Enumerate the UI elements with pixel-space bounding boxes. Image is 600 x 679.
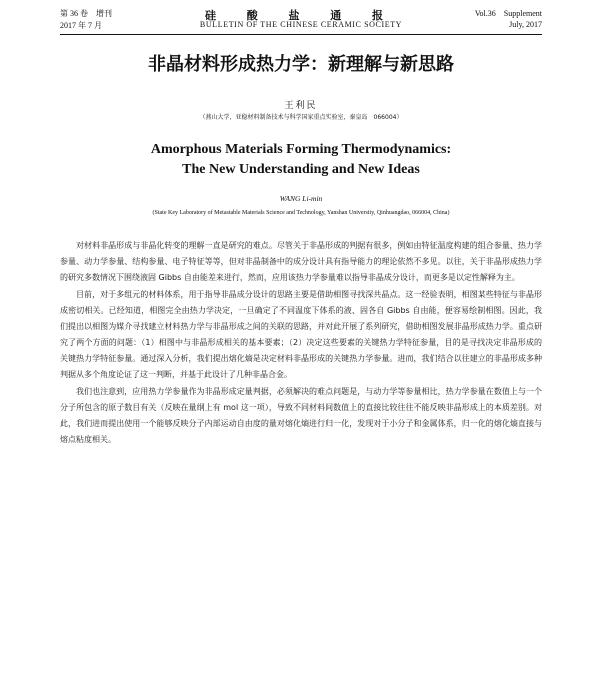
header-volume-cn: 第 36 卷 增刊 [60,9,112,18]
header-date-en: July, 2017 [509,20,542,29]
paragraph-1: 对材料非晶形成与非晶化转变的理解一直是研究的难点。尽管关于非晶形成的判据有很多，例如由特征温度构建的组合参量、热力学参量、动力学参量、结构参量、电子特征等等，但对非晶制备中的成分设计具有指导能力的理论依然不多见。以往，关于非晶形成热力学的研究多数情况下围绕液固 Gibbs 自由能差来进行，然而，应用该热力学参量难以指导非晶成分设计，而更多是以定性解释为主。 [60,241,542,282]
header-rule [60,34,542,35]
header-date-cn: 2017 年 7 月 [60,21,102,30]
title-cn: 非晶材料形成热力学：新理解与新思路 [148,54,454,75]
affiliation-en: (State Key Laboratory of Metastable Materials Science and Technology, Yanshan University, Qinhuangdao, 066004, China) [152,210,450,216]
paragraph-2: 目前，对于多组元的材料体系，用于指导非晶成分设计的思路主要是借助相图寻找深共晶点。这一经验表明，相图某些特征与非晶形成密切相关。已经知道，相图完全由热力学决定，一旦确定了不同温度下体系的液、固各自 Gibbs 自由能，便容易绘制相图。因此，我们提出以相图为媒介寻找建立材料热力学与非晶形成之间的关联的思路，并对此开展了系列研究，借助相图发展非晶形成热力学。重点研究了两个方面的问题：（1）相图中与非晶形成相关的基本要素；（2）决定这些要素的关键热力学特征参量，目的是寻找决定非晶形成的关键热力学特征参量。通过深入分析，我们提出熔化熵是决定材料非晶形成的关键热力学参量。进而，我们结合以往建立的非晶形成多种判据从多个角度论证了这一判断，并基于此设计了几种非晶合金。 [60,290,542,379]
author-en: WANG Li-min [279,194,323,203]
paragraph-3: 我们也注意到，应用热力学参量作为非晶形成定量判据，必须解决的难点问题是，与动力学等参量相比，热力学参量在数值上与一个分子所包含的原子数目有关（反映在量纲上有 mol 这一项），导致不同材料间数值上的直接比较往往不能反映非晶形成上的本质差别。对此，我们进而提出使用一个能够反映分子内部运动自由度的量对熔化熵进行归一化，发现对于小分子和金属体系，归一化的熔化熵直接与熔点粘度相关。 [60,387,542,444]
header-volume-en: Vol.36 Supplement [474,9,542,18]
header-journal-cn: 硅 酸 盐 通 报 [205,10,397,22]
running-header [60,8,542,34]
body-text [60,238,542,449]
affiliation-cn: （燕山大学，亚稳材料制备技术与科学国家重点实验室，秦皇岛 066004） [199,114,403,121]
title-en-line1: Amorphous Materials Forming Thermodynamics: [150,142,452,157]
author-cn: 王利民 [284,101,318,111]
title-en [60,140,542,180]
title-en-line2: The New Understanding and New Ideas [182,162,420,177]
header-journal-en: BULLETIN OF THE CHINESE CERAMIC SOCIETY [199,20,403,29]
